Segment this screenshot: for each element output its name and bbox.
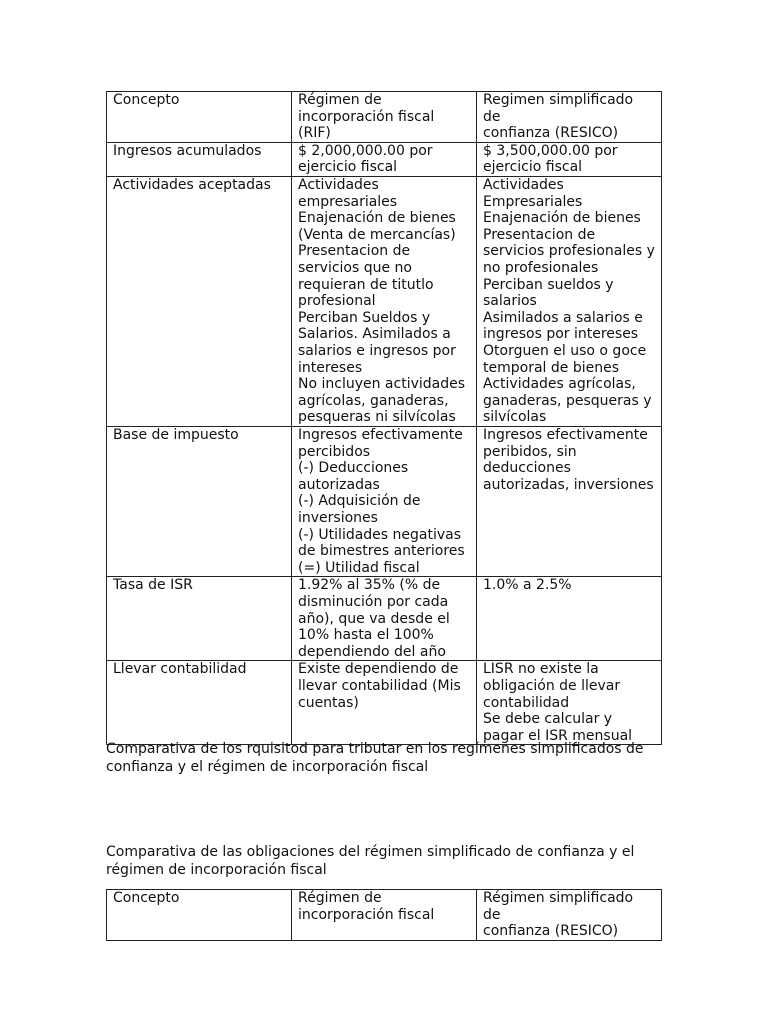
resico-cell: $ 3,500,000.00 por ejercicio fiscal [477, 142, 662, 176]
header-cell-concepto: Concepto [107, 92, 292, 143]
header-cell-rif: Régimen de incorporación fiscal [292, 890, 477, 941]
table-row [107, 661, 662, 745]
section-title: Comparativa de las obligaciones del régimen simplificado de confianza y el régimen de incorporación fiscal [106, 844, 635, 878]
rif-cell: Ingresos efectivamente percibidos (-) Deducciones autorizadas (-) Adquisición de inversiones (-) Utilidades negativas de bimestres anteriores (=) Utilidad fiscal [292, 426, 477, 576]
obligations-comparison-table [106, 889, 662, 941]
table-row [107, 142, 662, 176]
rif-cell: 1.92% al 35% (% de disminución por cada año), que va desde el 10% hasta el 100% dependiendo del año [292, 577, 477, 661]
resico-cell: LISR no existe la obligación de llevar contabilidad Se debe calcular y pagar el ISR mensual [477, 661, 662, 745]
row-label: Llevar contabilidad [107, 661, 292, 745]
rif-cell: Existe dependiendo de llevar contabilidad (Mis cuentas) [292, 661, 477, 745]
requirements-comparison-table [106, 91, 662, 745]
resico-cell: Ingresos efectivamente peribidos, sin deducciones autorizadas, inversiones [477, 426, 662, 576]
table-row [107, 577, 662, 661]
rif-cell: $ 2,000,000.00 por ejercicio fiscal [292, 142, 477, 176]
table-caption: Comparativa de los rquisitod para tributar en los regímenes simplificados de confianza y el régimen de incorporación fiscal [106, 741, 644, 775]
header-cell-rif: Régimen de incorporación fiscal (RIF) [292, 92, 477, 143]
row-label: Ingresos acumulados [107, 142, 292, 176]
table-row [107, 176, 662, 426]
rif-cell: Actividades empresariales Enajenación de bienes (Venta de mercancías) Presentacion de servicios que no requieran de titutlo profesional Perciban Sueldos y Salarios. Asimilados a salarios e ingresos por intereses No incluyen actividades agrícolas, ganaderas, pesqueras ni silvícolas [292, 176, 477, 426]
row-label: Tasa de ISR [107, 577, 292, 661]
table-header-row [107, 890, 662, 941]
row-label: Base de impuesto [107, 426, 292, 576]
row-label: Actividades aceptadas [107, 176, 292, 426]
header-cell-resico: Regimen simplificado de confianza (RESICO) [477, 92, 662, 143]
table-header-row [107, 92, 662, 143]
resico-cell: 1.0% a 2.5% [477, 577, 662, 661]
header-cell-concepto: Concepto [107, 890, 292, 941]
header-cell-resico: Régimen simplificado de confianza (RESICO) [477, 890, 662, 941]
table-row [107, 426, 662, 576]
resico-cell: Actividades Empresariales Enajenación de bienes Presentacion de servicios profesionales y no profesionales Perciban sueldos y salarios Asimilados a salarios e ingresos por intereses Otorguen el uso o goce temporal de bienes Actividades agrícolas, ganaderas, pesqueras y silvícolas [477, 176, 662, 426]
